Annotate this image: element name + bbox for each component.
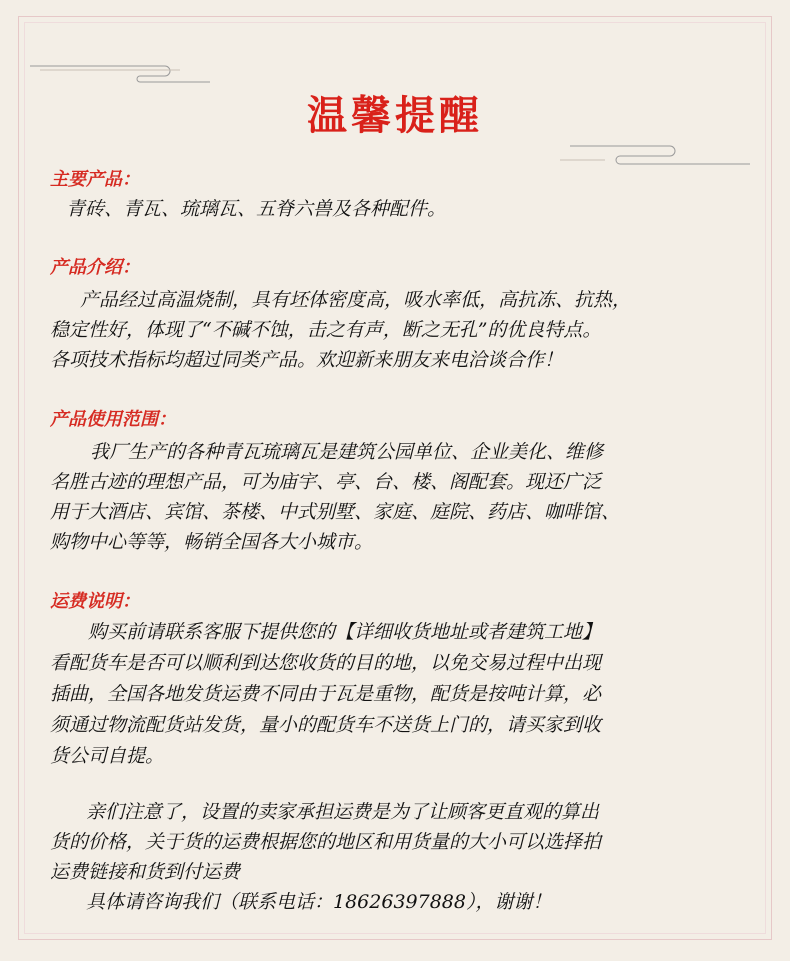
main-products-line-1: 青砖、青瓦、琉璃瓦、五脊六兽及各种配件。 <box>66 198 447 220</box>
section-heading-product-intro: 产品介绍： <box>50 257 140 278</box>
notice-line-1: 亲们注意了，设置的卖家承担运费是为了让顾客更直观的算出 <box>86 801 600 823</box>
notice-line-2: 货的价格，关于货的运费根据您的地区和用货量的大小可以选择拍 <box>50 831 602 853</box>
product-intro-line-1: 产品经过高温烧制，具有坯体密度高，吸水率低，高抗冻、抗热， <box>80 289 632 311</box>
usage-scope-line-2: 名胜古迹的理想产品，可为庙宇、亭、台、楼、阁配套。现还广泛 <box>50 471 602 493</box>
shipping-line-3: 插曲，全国各地发货运费不同由于瓦是重物，配货是按吨计算，必 <box>50 683 602 705</box>
notice-contact-line: 具体请咨询我们（联系电话：18626397888），谢谢！ <box>86 891 552 913</box>
shipping-line-1: 购买前请联系客服下提供您的【详细收货地址或者建筑工地】 <box>88 621 602 643</box>
product-intro-line-3: 各项技术指标均超过同类产品。欢迎新来朋友来电洽谈合作！ <box>50 349 564 371</box>
page-title: 温馨提醒 <box>307 92 483 139</box>
cloud-decoration-right <box>560 142 760 170</box>
usage-scope-line-4: 购物中心等等，畅销全国各大小城市。 <box>50 531 374 553</box>
section-heading-main-products: 主要产品： <box>50 169 140 190</box>
shipping-line-5: 货公司自提。 <box>50 745 165 767</box>
notice-line-3: 运费链接和货到付运费 <box>50 861 241 883</box>
cloud-decoration-left <box>30 62 220 84</box>
shipping-line-2: 看配货车是否可以顺利到达您收货的目的地，以免交易过程中出现 <box>50 652 602 674</box>
usage-scope-line-1: 我厂生产的各种青瓦琉璃瓦是建筑公园单位、企业美化、维修 <box>90 441 604 463</box>
shipping-line-4: 须通过物流配货站发货，量小的配货车不送货上门的，请买家到收 <box>50 714 602 736</box>
product-intro-line-2: 稳定性好，体现了“不碱不蚀，击之有声，断之无孔”的优良特点。 <box>50 319 602 341</box>
section-heading-usage-scope: 产品使用范围： <box>50 409 176 430</box>
usage-scope-line-3: 用于大酒店、宾馆、茶楼、中式别墅、家庭、庭院、药店、咖啡馆、 <box>50 501 621 523</box>
section-heading-shipping: 运费说明： <box>50 591 140 612</box>
